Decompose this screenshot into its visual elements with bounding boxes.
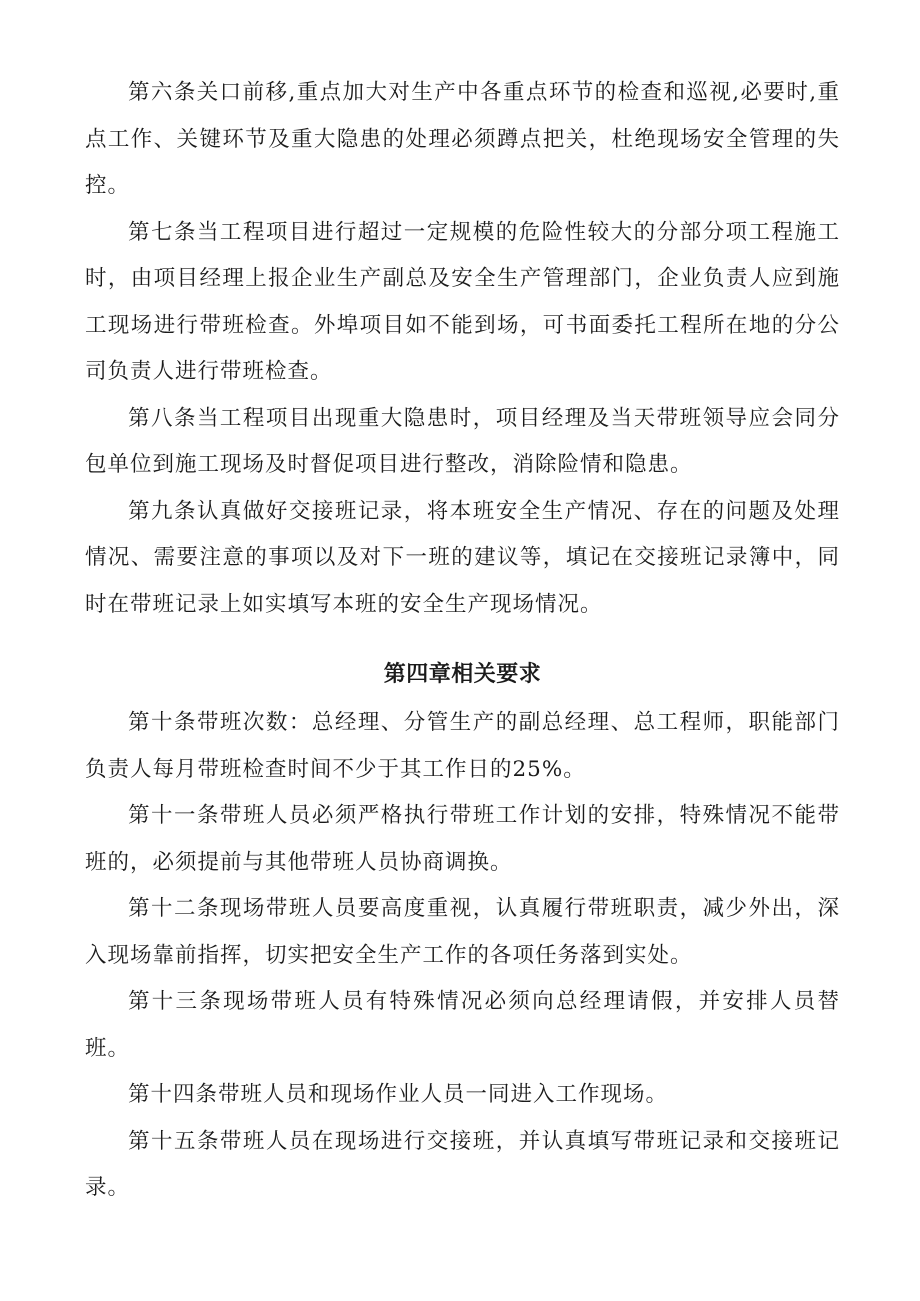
article-12-paragraph: 第十二条现场带班人员要高度重视，认真履行带班职责，减少外出，深入现场靠前指挥，切实把安全生产工作的各项任务落到实处。 bbox=[85, 896, 840, 968]
article-14-paragraph: 第十四条带班人员和现场作业人员一同进入工作现场。 bbox=[128, 1082, 669, 1107]
article-6-paragraph: 第六条关口前移,重点加大对生产中各重点环节的检查和巡视,必要时,重点工作、关键环节及重大隐患的处理必须蹲点把关，杜绝现场安全管理的失控。 bbox=[85, 80, 840, 198]
article-13-paragraph: 第十三条现场带班人员有特殊情况必须向总经理请假，并安排人员替班。 bbox=[85, 989, 840, 1061]
article-11-paragraph: 第十一条带班人员必须严格执行带班工作计划的安排，特殊情况不能带班的，必须提前与其他带班人员协商调换。 bbox=[85, 803, 840, 875]
article-8-paragraph: 第八条当工程项目出现重大隐患时，项目经理及当天带班领导应会同分包单位到施工现场及时督促项目进行整改，消除险情和隐患。 bbox=[85, 405, 840, 477]
article-9-paragraph: 第九条认真做好交接班记录，将本班安全生产情况、存在的问题及处理情况、需要注意的事项以及对下一班的建议等，填记在交接班记录簿中，同时在带班记录上如实填写本班的安全生产现场情况。 bbox=[85, 498, 840, 617]
article-15-paragraph: 第十五条带班人员在现场进行交接班，并认真填写带班记录和交接班记录。 bbox=[85, 1128, 840, 1200]
article-10-paragraph: 第十条带班次数：总经理、分管生产的副总经理、总工程师，职能部门负责人每月带班检查时间不少于其工作日的25%。 bbox=[85, 710, 840, 782]
document-page bbox=[85, 70, 840, 1212]
chapter-4-title: 第四章相关要求 bbox=[383, 662, 542, 687]
article-7-paragraph: 第七条当工程项目进行超过一定规模的危险性较大的分部分项工程施工时，由项目经理上报企业生产副总及安全生产管理部门，企业负责人应到施工现场进行带班检查。外埠项目如不能到场，可书面委托工程所在地的分公司负责人进行带班检查。 bbox=[85, 219, 840, 384]
